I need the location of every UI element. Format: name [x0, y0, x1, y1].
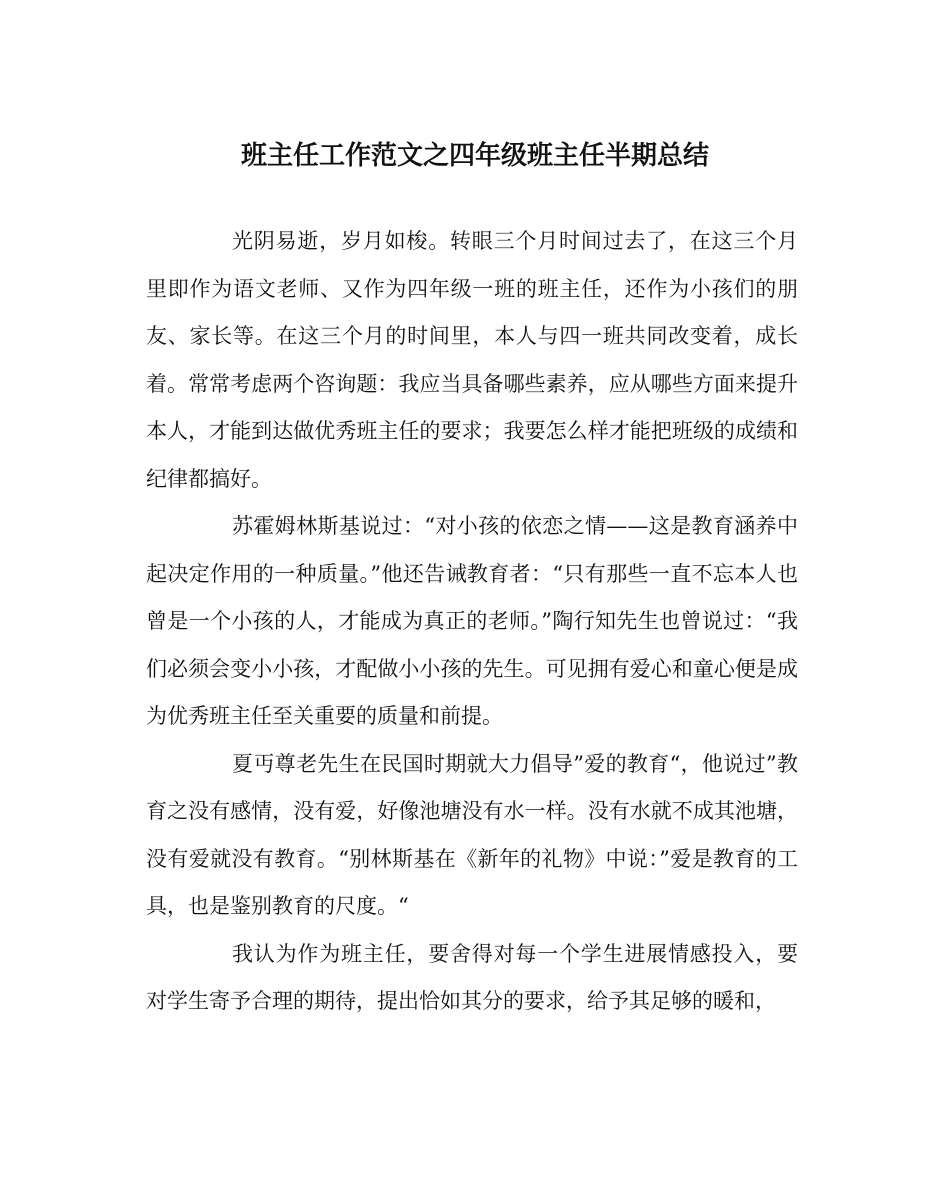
document-title: 班主任工作范文之四年级班主任半期总结: [240, 141, 709, 171]
document-body: [146, 218, 798, 1026]
paragraph-3: 夏丏尊老先生在民国时期就大力倡导”爱的教育“，他说过”教育之没有感情，没有爱，好像池塘没有水一样。没有水就不成其池塘，没有爱就没有教育。“别林斯基在《新年的礼物》中说：”爱是教育的工具，也是鉴别教育的尺度。“: [146, 751, 798, 918]
paragraph-2: 苏霍姆林斯基说过：“对小孩的依恋之情——这是教育涵养中起决定作用的一种质量。”他还告诫教育者：“只有那些一直不忘本人也曾是一个小孩的人，才能成为真正的老师。”陶行知先生也曾说过：“我们必须会变小小孩，才配做小小孩的先生。可见拥有爱心和童心便是成为优秀班主任至关重要的质量和前提。: [146, 514, 798, 728]
paragraph-1: 光阴易逝，岁月如梭。转眼三个月时间过去了，在这三个月里即作为语文老师、又作为四年级一班的班主任，还作为小孩们的朋友、家长等。在这三个月的时间里，本人与四一班共同改变着，成长着。常常考虑两个咨询题：我应当具备哪些素养，应从哪些方面来提升本人，才能到达做优秀班主任的要求；我要怎么样才能把班级的成绩和纪律都搞好。: [146, 229, 798, 491]
paragraph-4: 我认为作为班主任，要舍得对每一个学生进展情感投入，要对学生寄予合理的期待，提出恰如其分的要求，给予其足够的暖和，: [146, 941, 798, 1013]
